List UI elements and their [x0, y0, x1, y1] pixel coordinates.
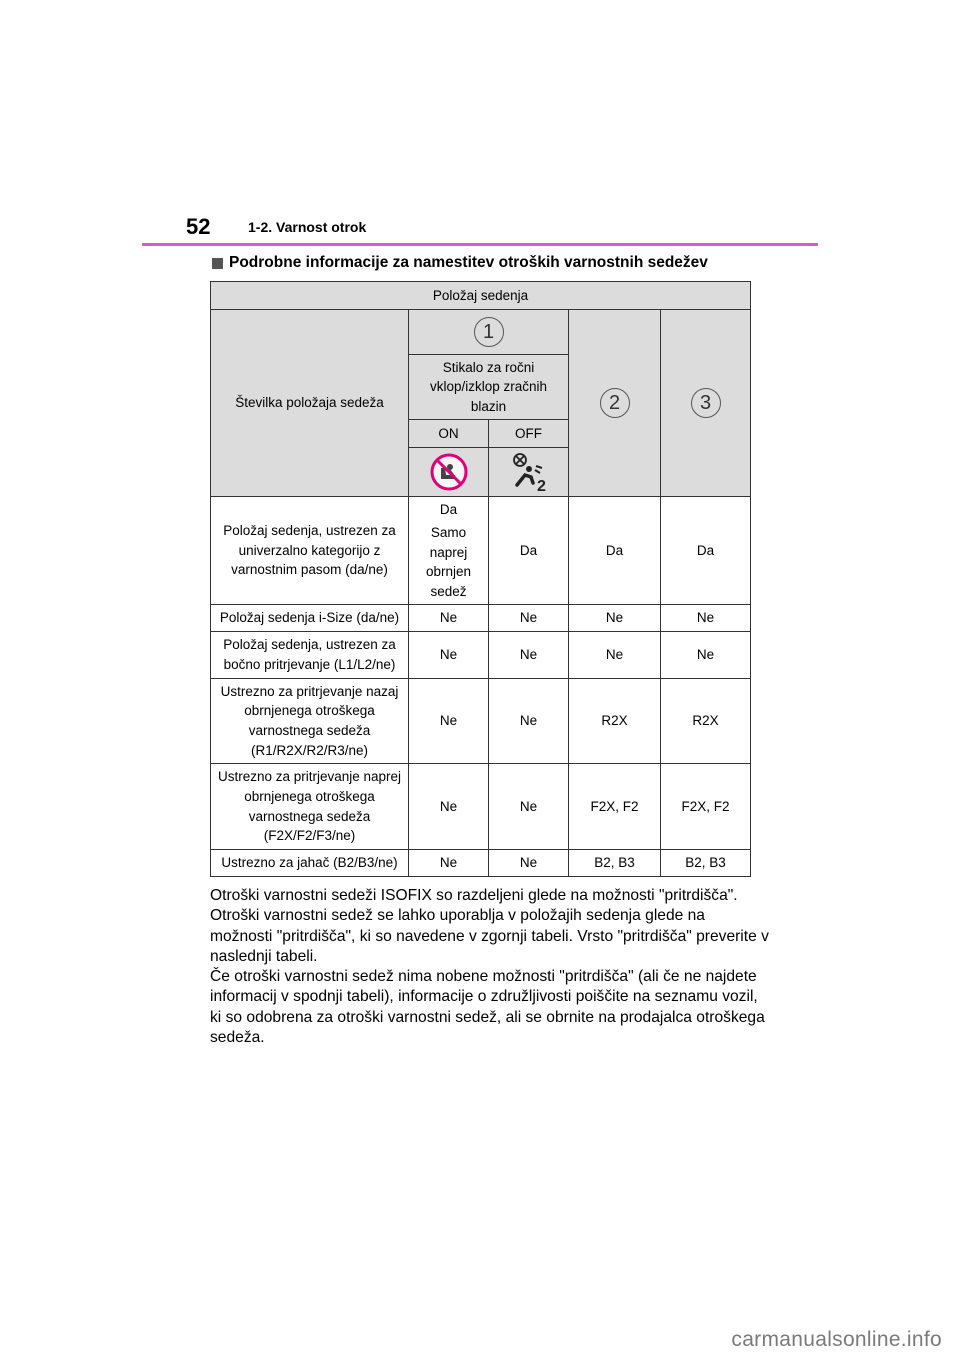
row-label-universal: Položaj sedenja, ustrezen za univerzalno kategorijo z varnostnim pasom (da/ne)	[211, 497, 409, 605]
seat-number-2: 2	[600, 388, 630, 418]
on-icon-cell	[409, 448, 489, 497]
rear-facing-seat-prohibited-icon	[429, 452, 469, 492]
row-booster-on: Ne	[409, 850, 489, 877]
row-universal-off: Da	[489, 497, 569, 605]
row-rear-facing-off: Ne	[489, 679, 569, 764]
row-rear-facing-seat3: R2X	[661, 679, 751, 764]
row-booster-off: Ne	[489, 850, 569, 877]
switch-off-label: OFF	[489, 420, 569, 448]
airbag-off-indicator-icon	[507, 451, 551, 493]
row-isize-off: Ne	[489, 605, 569, 632]
page-number: 52	[186, 214, 211, 239]
header-rule	[142, 243, 818, 246]
row-universal-on	[409, 497, 489, 605]
row-forward-facing-on: Ne	[409, 764, 489, 850]
section-title: 1-2. Varnost otrok	[248, 219, 367, 235]
watermark: carmanualsonline.info	[731, 1328, 942, 1351]
row-booster-seat3: B2, B3	[661, 850, 751, 877]
seat-number-3: 3	[691, 388, 721, 418]
row-label-isize: Položaj sedenja i-Size (da/ne)	[211, 605, 409, 632]
row-booster-seat2: B2, B3	[569, 850, 661, 877]
row-lateral-off: Ne	[489, 632, 569, 679]
seat-1-header	[409, 310, 569, 355]
seating-position-header: Položaj sedenja	[211, 282, 751, 310]
row-label-forward-facing: Ustrezno za pritrjevanje naprej obrnjenega otroškega varnostnega sedeža (F2X/F2/F3/ne)	[211, 764, 409, 850]
row-rear-facing-seat2: R2X	[569, 679, 661, 764]
section-heading-text: Podrobne informacije za namestitev otroških varnostnih sedežev	[229, 254, 708, 271]
row-forward-facing-off: Ne	[489, 764, 569, 850]
row-label-rear-facing: Ustrezno za pritrjevanje nazaj obrnjenega otroškega varnostnega sedeža (R1/R2X/R2/R3/ne)	[211, 679, 409, 764]
switch-on-label: ON	[409, 420, 489, 448]
row-universal-seat3: Da	[661, 497, 751, 605]
square-bullet-icon	[212, 258, 223, 269]
row-forward-facing-seat3: F2X, F2	[661, 764, 751, 850]
section-heading	[212, 254, 708, 272]
seat-3-header	[661, 310, 751, 497]
seat-compatibility-table	[210, 281, 751, 877]
row-universal-seat2: Da	[569, 497, 661, 605]
svg-text:2: 2	[536, 478, 546, 493]
row-label-lateral: Položaj sedenja, ustrezen za bočno pritrjevanje (L1/L2/ne)	[211, 632, 409, 679]
airbag-switch-label: Stikalo za ročni vklop/izklop zračnih blazin	[409, 355, 569, 420]
row-lateral-seat2: Ne	[569, 632, 661, 679]
body-paragraph-2: Če otroški varnostni sedež nima nobene možnosti "pritrdišča" (ali če ne najdete informacij v spodnji tabeli), informacije o združljivosti poiščite na seznamu vozil, ki so odobrena za otroški varnostni sedež, ali se obrnite na prodajalca otroškega sedeža.	[210, 968, 765, 1047]
row-lateral-seat3: Ne	[661, 632, 751, 679]
row-lateral-on: Ne	[409, 632, 489, 679]
row-isize-seat2: Ne	[569, 605, 661, 632]
seat-2-header	[569, 310, 661, 497]
row-isize-seat3: Ne	[661, 605, 751, 632]
row-rear-facing-on: Ne	[409, 679, 489, 764]
seat-number-label: Številka položaja sedeža	[211, 310, 409, 497]
row-isize-on: Ne	[409, 605, 489, 632]
row-forward-facing-seat2: F2X, F2	[569, 764, 661, 850]
row-universal-on-note: Samo naprej obrnjen sedež	[425, 525, 472, 599]
off-icon-cell	[489, 448, 569, 497]
row-universal-on-value: Da	[439, 501, 458, 517]
seat-number-1: 1	[474, 317, 504, 347]
row-label-booster: Ustrezno za jahač (B2/B3/ne)	[211, 850, 409, 877]
body-paragraph-1: Otroški varnostni sedeži ISOFIX so razdeljeni glede na možnosti "pritrdišča". Otroški varnostni sedež se lahko uporablja v položajih sedenja glede na možnosti "pritrdišča", ki so navedene v zgornji tabeli. Vrsto "pritrdišča" preverite v naslednji tabeli.	[210, 887, 769, 965]
body-text	[210, 886, 770, 1048]
